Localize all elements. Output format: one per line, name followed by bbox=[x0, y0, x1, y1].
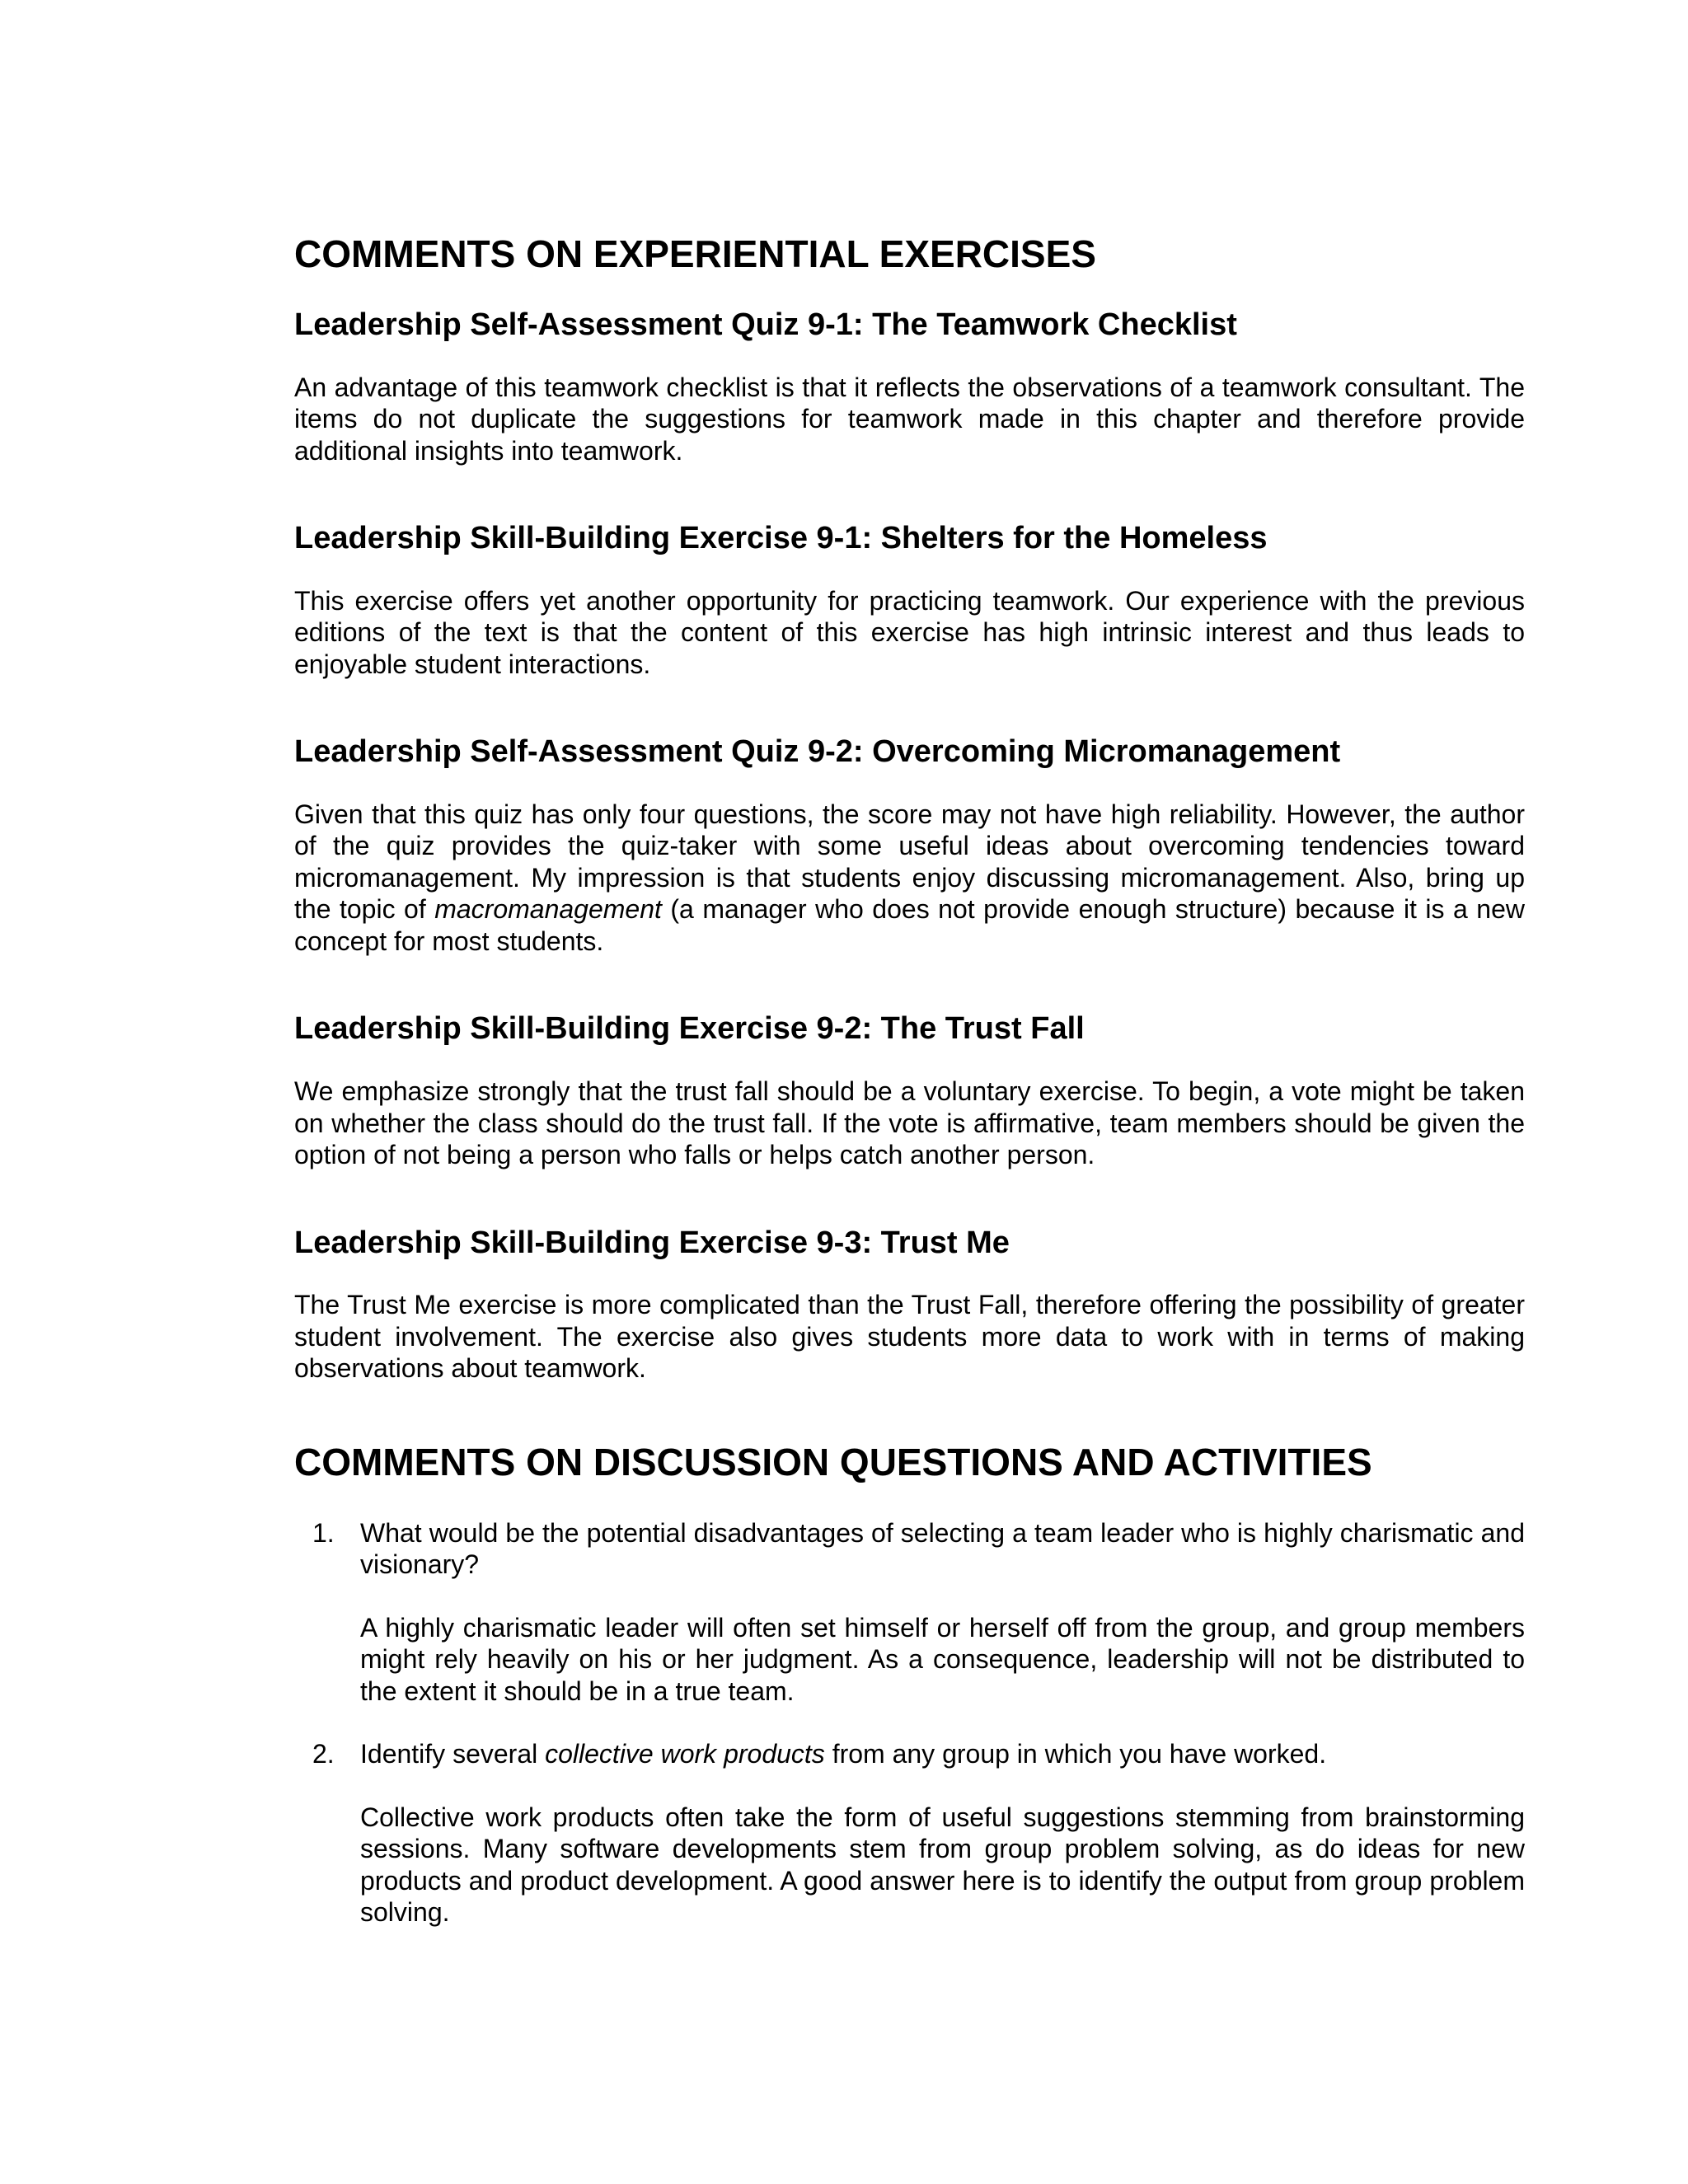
question-text-part: Identify several bbox=[360, 1739, 546, 1769]
answer-text: A highly charismatic leader will often set himself or herself off from the group, and group members might rely heavily on his or her judgment. As a consequence, leadership will not be distributed to the extent it should be in a true team. bbox=[360, 1612, 1525, 1706]
section-body: We emphasize strongly that the trust fall should be a voluntary exercise. To begin, a vote might be taken on whether the class should do the trust fall. If the vote is affirmative, team members should be given the option of not being a person who falls or helps catch another person. bbox=[294, 1076, 1525, 1170]
question-text: What would be the potential disadvantages of selecting a team leader who is highly charismatic and visionary? bbox=[360, 1517, 1525, 1580]
section-title: Leadership Skill-Building Exercise 9-3: Trust Me bbox=[294, 1225, 1010, 1260]
section-body: The Trust Me exercise is more complicated than the Trust Fall, therefore offering the possibility of greater student involvement. The exercise also gives students more data to work with in terms of making observations about teamwork. bbox=[294, 1290, 1525, 1384]
question-list bbox=[294, 1517, 1525, 1929]
heading-discussion-questions: COMMENTS ON DISCUSSION QUESTIONS AND ACTIVITIES bbox=[294, 1440, 1372, 1483]
section-title: Leadership Skill-Building Exercise 9-2: The Trust Fall bbox=[294, 1011, 1085, 1047]
heading-experiential-exercises: COMMENTS ON EXPERIENTIAL EXERCISES bbox=[294, 232, 1096, 275]
section-body bbox=[294, 799, 1525, 958]
section-trust-me bbox=[294, 1226, 1525, 1385]
body-italic-term: macromanagement bbox=[434, 894, 662, 925]
list-item bbox=[294, 1517, 1525, 1708]
section-title: Leadership Self-Assessment Quiz 9-2: Overcoming Micromanagement bbox=[294, 734, 1341, 770]
document-page bbox=[294, 223, 1525, 1929]
list-item bbox=[294, 1738, 1525, 1929]
section-micromanagement bbox=[294, 734, 1525, 957]
section-body: This exercise offers yet another opportunity for practicing teamwork. Our experience with the previous editions of the text is that the content of this exercise has high intrinsic interest and thus leads to enjoyable student interactions. bbox=[294, 585, 1525, 679]
section-body: An advantage of this teamwork checklist is that it reflects the observations of a teamwork consultant. The items do not duplicate the suggestions for teamwork made in this chapter and therefore provide additional insights into teamwork. bbox=[294, 372, 1525, 466]
section-trust-fall bbox=[294, 1011, 1525, 1170]
body-text: Given that this quiz has only four questions, the score may not have high reliability. However, the author of the quiz provides the quiz-taker with some useful ideas about overcoming tendencies toward micromanagement. My impression is that students enjoy discussing micromanagement. Also, bring up the topic of bbox=[294, 799, 1525, 925]
section-shelters-homeless bbox=[294, 521, 1525, 680]
body-text: (a manager who does not provide enough structure) because it is a new concept for most students. bbox=[294, 894, 1525, 956]
answer-text: Collective work products often take the form of useful suggestions stemming from brainstorming sessions. Many software developments stem from group problem solving, as do ideas for new products and product development. A good answer here is to identify the output from group problem solving. bbox=[360, 1802, 1525, 1928]
question-text bbox=[360, 1738, 1525, 1770]
section-title: Leadership Skill-Building Exercise 9-1: Shelters for the Homeless bbox=[294, 521, 1268, 556]
section-title: Leadership Self-Assessment Quiz 9-1: The Teamwork Checklist bbox=[294, 307, 1237, 342]
section-teamwork-checklist bbox=[294, 307, 1525, 466]
question-number: 2. bbox=[312, 1739, 335, 1769]
question-number: 1. bbox=[312, 1517, 335, 1548]
question-text-part: from any group in which you have worked. bbox=[824, 1739, 1327, 1769]
question-italic-term: collective work products bbox=[545, 1739, 825, 1769]
